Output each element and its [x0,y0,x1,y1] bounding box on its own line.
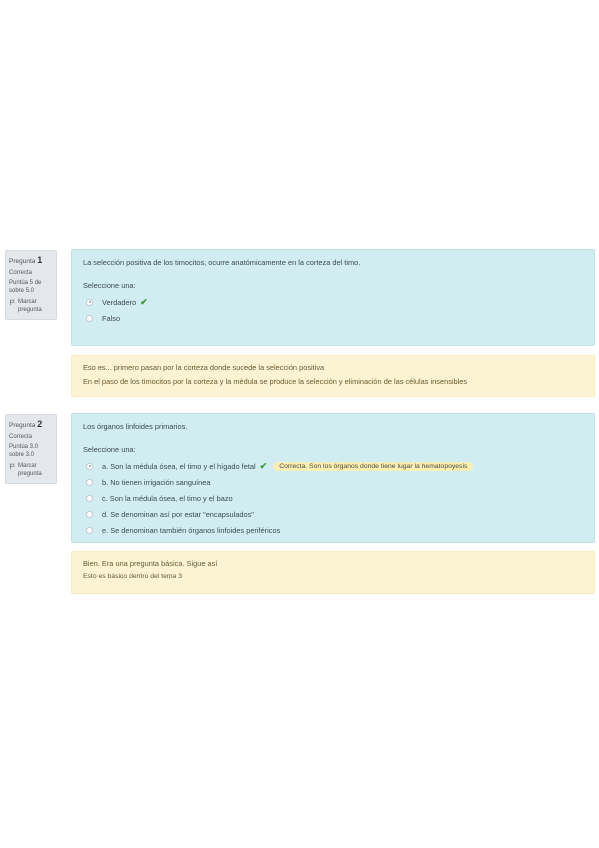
specific-feedback: Eso es... primero pasan por la corteza donde sucede la selección positiva [83,363,325,372]
question-1-content [71,249,595,346]
question-2-feedback [71,551,595,594]
question-number: Pregunta 2 [9,419,43,429]
question-score: Puntúa 3.0 sobre 3.0 [9,443,39,458]
radio-button[interactable] [86,479,93,486]
question-state: Correcta [9,433,33,440]
question-2-info [5,414,57,484]
checkmark-icon: ✔ [140,296,148,307]
answer-option-a[interactable]: a. Son la médula ósea, el timo y el hígado fetal ✔ Correcta. Son los órganos donde tiene lugar la hematopoyesis [83,458,583,474]
general-feedback: Esto es básico dentro del tema 3 [83,573,182,580]
correct-feedback-badge: Correcta. Son los órganos donde tiene lugar la hematopoyesis [273,462,473,471]
answer-option-true[interactable]: Verdadero ✔ [83,294,583,310]
answer-option-d[interactable]: d. Se denominan así por estar "encapsulados" [83,506,583,522]
radio-button[interactable] [86,463,93,470]
question-1-feedback [71,355,595,397]
radio-button[interactable] [86,495,93,502]
question-score: Puntúa 5 de sobre 5.0 [9,279,42,294]
question-number: Pregunta 1 [9,255,43,265]
question-text: Los órganos linfoides primarios. [83,422,188,431]
flag-icon [9,299,16,306]
answer-option-c[interactable]: c. Son la médula ósea, el timo y el bazo [83,490,583,506]
answer-option-b[interactable]: b. No tienen irrigación sanguínea [83,474,583,490]
question-state: Correcta [9,269,33,276]
radio-button[interactable] [86,527,93,534]
answer-prompt: Seleccione una: [83,281,136,290]
flag-icon [9,463,16,470]
specific-feedback: Bien. Era una pregunta básica. Sigue así [83,559,218,568]
answer-option-e[interactable]: e. Se denominan también órganos linfoides periféricos [83,522,583,538]
answer-prompt: Seleccione una: [83,445,136,454]
flag-question-link[interactable]: Marcar pregunta [9,298,53,314]
radio-button[interactable] [86,315,93,322]
question-2-content [71,413,595,543]
radio-button[interactable] [86,299,93,306]
question-1-info [5,250,57,320]
flag-question-link[interactable]: Marcar pregunta [9,462,53,478]
answer-option-false[interactable]: Falso [83,310,583,326]
radio-button[interactable] [86,511,93,518]
general-feedback: En el paso de los timocitos por la corteza y la médula se produce la selección y eliminación de las células insensibles [83,377,468,386]
question-text: La selección positiva de los timocitos, ocurre anatómicamente en la corteza del timo. [83,258,361,267]
checkmark-icon: ✔ [259,460,268,471]
